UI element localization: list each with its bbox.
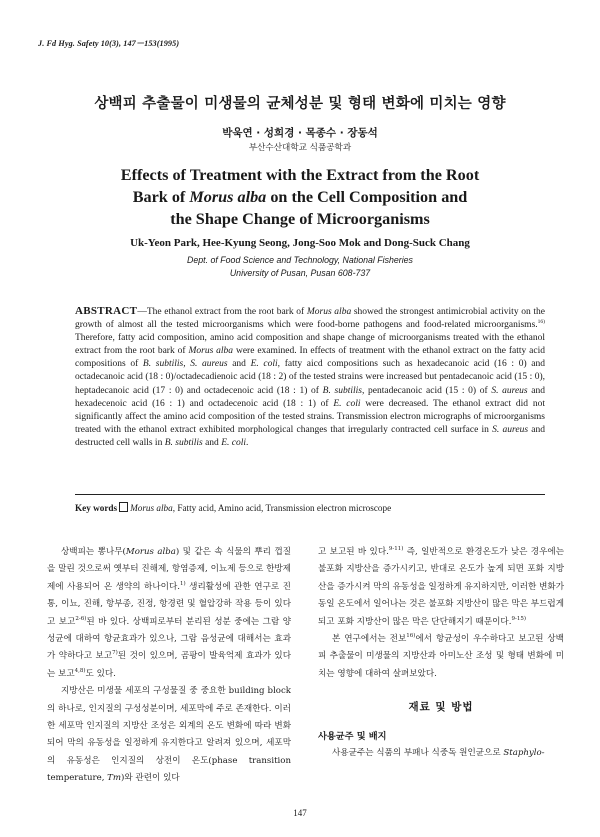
citation: 16) [406,633,416,640]
title-species: Morus alba [189,188,267,206]
checkbox-square-icon [119,502,128,512]
text: )와 관련이 있다 [121,773,180,784]
korean-affiliation: 부산수산대학교 식품공학과 [248,143,352,153]
abstract-text: . [246,437,249,448]
keywords [75,502,391,513]
text: 도 있다. [85,668,116,679]
species-name: B. subtilis, [322,385,365,396]
english-title-line1: Effects of Treatment with the Extract from the Root [120,166,480,184]
abstract-text: and [227,359,251,370]
english-title [0,164,600,230]
paragraph [47,544,291,683]
text: 된 바 있다. 상백피로부터 분리된 성분 중에는 그람 양성균에 대하여 항균효과가 있으나, 그람 음성균에 대해서는 효과가 약하다고 보고 [47,616,292,662]
citation: 9-15) [511,615,526,622]
abstract-text: pentadecanoic acid (15 : 0) of [364,385,492,396]
text: ) 및 같은 속 식물의 뿌리 껍질을 말린 것으로써 옛부터 진해제, 항염증제, 이뇨제 등으로 한방제제에 사용되어 온 생약의 하나이다. [47,547,292,592]
journal-citation: J. Fd Hyg. Safety 10(3), 147－153(1995) [38,39,180,48]
korean-title: 상백피 추출물이 미생물의 균체성분 및 형태 변화에 미치는 영향 [94,96,506,112]
paragraph [318,544,564,631]
citation: 7) [112,650,118,657]
english-authors: Uk-Yeon Park, Hee-Kyung Seong, Jong-Soo Mok and Dong-Suck Chang [130,237,470,249]
text: 상백피는 뽕나무( [61,547,126,557]
species-name: B. subtilis [164,437,203,448]
body-column-right [318,544,564,762]
department: Dept. of Food Science and Technology, National Fisheries [187,255,413,265]
title-text: on the Cell Composition and [266,188,468,206]
abstract-label: ABSTRACT [75,305,138,317]
abstract-text: were examined. In effects of treatment with the ethanol extract on the fatty acid compositions of [75,346,545,370]
text: 에서 항균성이 우수하다고 보고된 상백피 추출물이 미생물의 지방산과 아미노산 조성 및 형태 변화에 미치는 영향에 대하여 살펴보았다. [318,634,564,679]
text: 생리활성에 관한 연구로 진통, 이뇨, 진해, 항부종, 진정, 항경련 및 혈압강하 작용 등이 있다고 보고 [47,581,291,627]
keywords-label: Key words [75,503,118,513]
species-name: Morus alba [130,503,173,513]
citation: 16) [537,318,545,325]
abstract-text: and hexadecenoic acid (16 : 1) and octadecenoic acid (18 : 1) of [75,385,546,409]
text: 사용균주는 식품의 부패나 식중독 원인균으로 [332,747,504,758]
species-name: Morus alba [306,307,352,317]
abstract-text: and destructed cell walls in [75,424,545,448]
abstract-text: were decreased. The ethanol extract did not significantly affect the amino acid composition of the tested strains. Transmission electron micrographs of microorganisms treated with the ethanol extract exhibited morphological changes that irregularly contracted cell surface in [75,398,545,435]
text: 지방산은 미생물 세포의 구성물질 중 중요한 building block의 하나로, 인지질의 구성성분이며, 세포막에 주로 존재한다. 이러한 세포막 인지질의 지방산 조성은 외계의 온도 변화에 따라 변화되어 막의 유동성을 일정하게 유지한다고 알려져 있으며, 세포막의 유동성은 인지질의 상전이 온도(phase transition temperature, [47,686,291,784]
species-name: E. coli [221,437,246,448]
species-name: S. aureus [491,385,528,396]
citation: 1) [179,580,186,587]
species-name: S. aureus [492,424,529,435]
abstract [75,305,545,450]
species-name: Staphylo- [503,747,545,758]
english-affiliation [0,254,600,280]
paragraph [47,683,291,787]
body-column-left [47,544,291,788]
species-name: E. coli, [250,359,281,370]
species-name: E. coli [333,398,361,409]
species-name: B. subtilis, S. aureus [142,359,228,370]
paragraph [318,745,564,762]
keywords-text: , Fatty acid, Amino acid, Transmission electron microscope [172,503,392,513]
university: University of Pusan, Pusan 608-737 [229,268,371,278]
text: 고 보고된 바 있다. [318,547,389,557]
subsection-heading: 사용균주 및 배지 [318,730,387,742]
text: 즉, 일반적으로 환경온도가 낮은 경우에는 불포화 지방산을 증가시키고, 반대로 온도가 높게 되면 포화 지방산을 증가시켜 막의 유동성을 일정하게 유지하지만, 이러한 변화가 동일 온도에서 일어나는 것은 불포화 지방산이 많은 막은 부드럽게 되고 포화 지방산이 많은 막은 단단해지기 때문이다. [318,547,564,627]
abstract-text: and [202,437,222,448]
citation: 2-6) [75,615,87,622]
abstract-text: —The ethanol extract from the root bark of [137,307,307,317]
divider [75,494,545,495]
citation: 4,8) [74,667,86,674]
english-title-line2 [0,186,600,208]
symbol: Tm [107,773,122,784]
title-text: Bark of [132,188,190,206]
abstract-text: Therefore, fatty acid composition, amino acid composition and shape change of microorganisms treated with the ethanol extract from the root bark of [75,333,545,357]
english-title-line3: the Shape Change of Microorganisms [170,210,430,228]
text: 본 연구에서는 전보 [332,634,407,645]
section-heading: 재료 및 방법 [408,701,474,714]
abstract-text: showed the strongest antimicrobial activity on the growth of almost all the tested microorganisms which were food-borne pathogens and food-related microorganisms. [75,307,545,331]
abstract-text: fatty aicd compositions such as hexadecanoic acid (16 : 0) and octadecanoic acid (18 : 0)/octadecadienoic acid (18 : 2) of the tested strains were increased but pentadecanoic acid (15 : 0), heptadecanoic acid (17 : 0) and octadecenoic acid (18 : 1) of [75,359,545,396]
korean-authors: 박욱연 · 성희경 · 목종수 · 장동석 [222,127,378,139]
species-name: Morus alba [125,547,176,557]
citation: 9-11) [388,546,404,553]
species-name: Morus alba [188,346,234,357]
paragraph [318,631,564,683]
text: 된 것이 있으며, 곰팡이 발육억제 효과가 있다는 보고 [47,651,292,679]
page-number: 147 [293,808,307,818]
